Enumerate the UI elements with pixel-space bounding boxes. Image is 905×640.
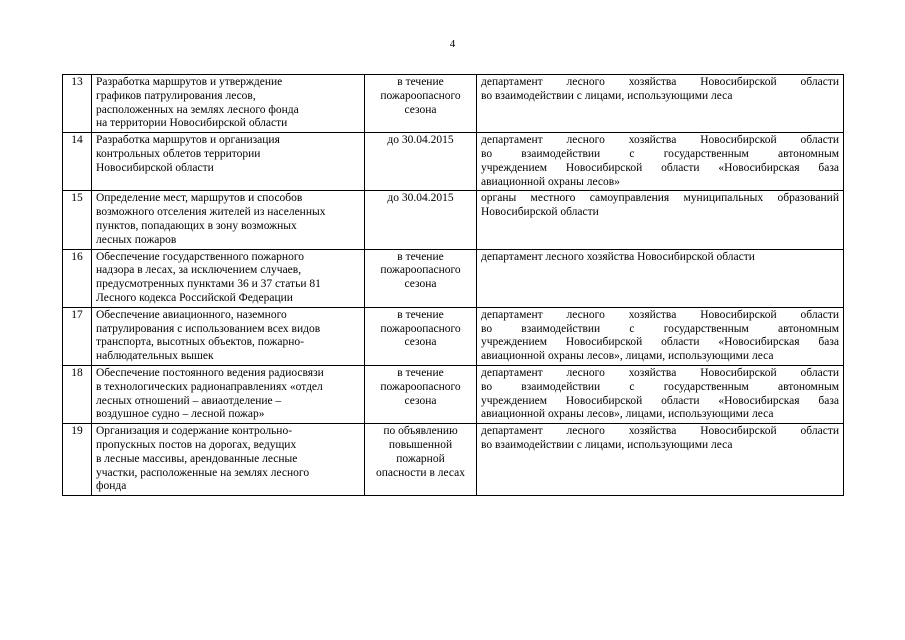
- responsible-cell: [477, 191, 844, 249]
- table-row: [63, 249, 844, 307]
- responsible-line: департамент лесного хозяйства Новосибирской области: [481, 76, 839, 88]
- table-body: [63, 75, 844, 496]
- activity-line: транспорта, высотных объектов, пожарно-: [96, 336, 304, 349]
- responsible-line: во взаимодействии с лицами, использующими леса: [481, 438, 733, 451]
- term-line: пожароопасного: [380, 380, 461, 393]
- responsible-line: департамент лесного хозяйства Новосибирской области: [481, 308, 839, 321]
- term-cell: [365, 249, 477, 307]
- term-cell: [365, 307, 477, 365]
- term-cell: [365, 424, 477, 496]
- responsible-line: во взаимодействии с государственным автономным: [481, 380, 839, 393]
- activity-line: лесных пожаров: [96, 233, 177, 246]
- row-number-cell: 19: [63, 424, 92, 496]
- term-line: в течение: [397, 366, 444, 379]
- table-row: [63, 365, 844, 423]
- row-number-cell: 14: [63, 133, 92, 191]
- activity-line: лесных отношений – авиаотделение –: [96, 394, 282, 407]
- term-line: сезона: [404, 336, 437, 349]
- responsible-line: департамент лесного хозяйства Новосибирской области: [481, 250, 755, 263]
- fire-safety-plan-table: [62, 74, 844, 496]
- term-line: сезона: [404, 278, 437, 291]
- responsible-line: авиационной охраны лесов», лицами, использующими леса: [481, 350, 774, 363]
- responsible-line: учреждением Новосибирской области «Новосибирская база: [481, 161, 839, 174]
- term-cell: [365, 75, 477, 133]
- row-number-cell: 18: [63, 365, 92, 423]
- table-row: [63, 424, 844, 496]
- activity-cell: [92, 365, 365, 423]
- activity-line: воздушное судно – лесной пожар»: [96, 408, 265, 421]
- term-cell: [365, 133, 477, 191]
- responsible-line: органы местного самоуправления муниципальных образований: [481, 192, 839, 205]
- activity-line: Обеспечение авиационного, наземного: [96, 308, 287, 321]
- term-line: пожароопасного: [380, 89, 461, 102]
- responsible-line: учреждением Новосибирской области «Новосибирская база: [481, 394, 839, 407]
- page-number: 4: [449, 38, 456, 50]
- term-line: до 30.04.2015: [387, 192, 454, 205]
- activity-line: Лесного кодекса Российской Федерации: [96, 291, 293, 304]
- activity-line: Разработка маршрутов и организация: [96, 134, 280, 147]
- term-line: сезона: [404, 394, 437, 407]
- activity-line: контрольных облетов территории: [96, 147, 261, 160]
- responsible-line: авиационной охраны лесов»: [481, 175, 620, 188]
- activity-line: патрулирования с использованием всех видов: [96, 322, 321, 335]
- responsible-line: департамент лесного хозяйства Новосибирской области: [481, 134, 839, 147]
- term-line: по объявлению: [383, 425, 458, 438]
- responsible-cell: [477, 307, 844, 365]
- term-line: пожарной: [396, 452, 445, 465]
- row-number-cell: 17: [63, 307, 92, 365]
- row-number-cell: 15: [63, 191, 92, 249]
- activity-line: Новосибирской области: [96, 161, 214, 174]
- responsible-cell: [477, 75, 844, 133]
- activity-line: участки, расположенные на землях лесного: [96, 466, 310, 479]
- activity-line: Обеспечение постоянного ведения радиосвязи: [96, 366, 324, 379]
- term-line: в течение: [397, 308, 444, 321]
- activity-line: расположенных на землях лесного фонда: [96, 103, 299, 116]
- term-cell: [365, 191, 477, 249]
- activity-cell: [92, 133, 365, 191]
- activity-cell: [92, 424, 365, 496]
- term-line: повышенной: [388, 438, 453, 451]
- activity-line: пропускных постов на дорогах, ведущих: [96, 438, 297, 451]
- responsible-line: департамент лесного хозяйства Новосибирской области: [481, 425, 839, 438]
- activity-line: пунктов, попадающих в зону возможных: [96, 219, 297, 232]
- activity-line: графиков патрулирования лесов,: [96, 89, 256, 102]
- responsible-line: учреждением Новосибирской области «Новосибирская база: [481, 336, 839, 349]
- activity-line: Обеспечение государственного пожарного: [96, 250, 305, 263]
- activity-line: фонда: [96, 480, 127, 493]
- term-line: до 30.04.2015: [387, 134, 454, 147]
- row-number-cell: 13: [63, 75, 92, 133]
- responsible-cell: [477, 249, 844, 307]
- activity-cell: [92, 249, 365, 307]
- term-cell: [365, 365, 477, 423]
- responsible-line: авиационной охраны лесов», лицами, использующими леса: [481, 408, 774, 421]
- responsible-cell: [477, 133, 844, 191]
- term-line: пожароопасного: [380, 322, 461, 335]
- table-row: [63, 307, 844, 365]
- table-row: [63, 133, 844, 191]
- row-number-cell: 16: [63, 249, 92, 307]
- table-row: [63, 191, 844, 249]
- term-line: в течение: [397, 76, 444, 88]
- term-line: в течение: [397, 250, 444, 263]
- responsible-line: департамент лесного хозяйства Новосибирской области: [481, 366, 839, 379]
- activity-line: в лесные массивы, арендованные лесные: [96, 452, 298, 465]
- term-line: пожароопасного: [380, 264, 461, 277]
- activity-line: Определение мест, маршрутов и способов: [96, 192, 303, 205]
- activity-line: на территории Новосибирской области: [96, 117, 288, 130]
- activity-line: Разработка маршрутов и утверждение: [96, 76, 283, 88]
- responsible-line: Новосибирской области: [481, 206, 599, 219]
- table-row: [63, 75, 844, 133]
- activity-line: Организация и содержание контрольно-: [96, 425, 293, 438]
- responsible-line: во взаимодействии с государственным автономным: [481, 322, 839, 335]
- activity-line: наблюдательных вышек: [96, 350, 214, 363]
- responsible-cell: [477, 365, 844, 423]
- activity-cell: [92, 191, 365, 249]
- term-line: сезона: [404, 103, 437, 116]
- activity-line: в технологических радионаправлениях «отдел: [96, 380, 323, 393]
- activity-line: надзора в лесах, за исключением случаев,: [96, 264, 302, 277]
- activity-line: предусмотренных пунктами 36 и 37 статьи 81: [96, 278, 321, 291]
- activity-cell: [92, 75, 365, 133]
- term-line: опасности в лесах: [376, 466, 465, 479]
- activity-line: возможного отселения жителей из населенных: [96, 206, 326, 219]
- activity-cell: [92, 307, 365, 365]
- responsible-line: во взаимодействии с лицами, использующими леса: [481, 89, 733, 102]
- responsible-cell: [477, 424, 844, 496]
- responsible-line: во взаимодействии с государственным автономным: [481, 147, 839, 160]
